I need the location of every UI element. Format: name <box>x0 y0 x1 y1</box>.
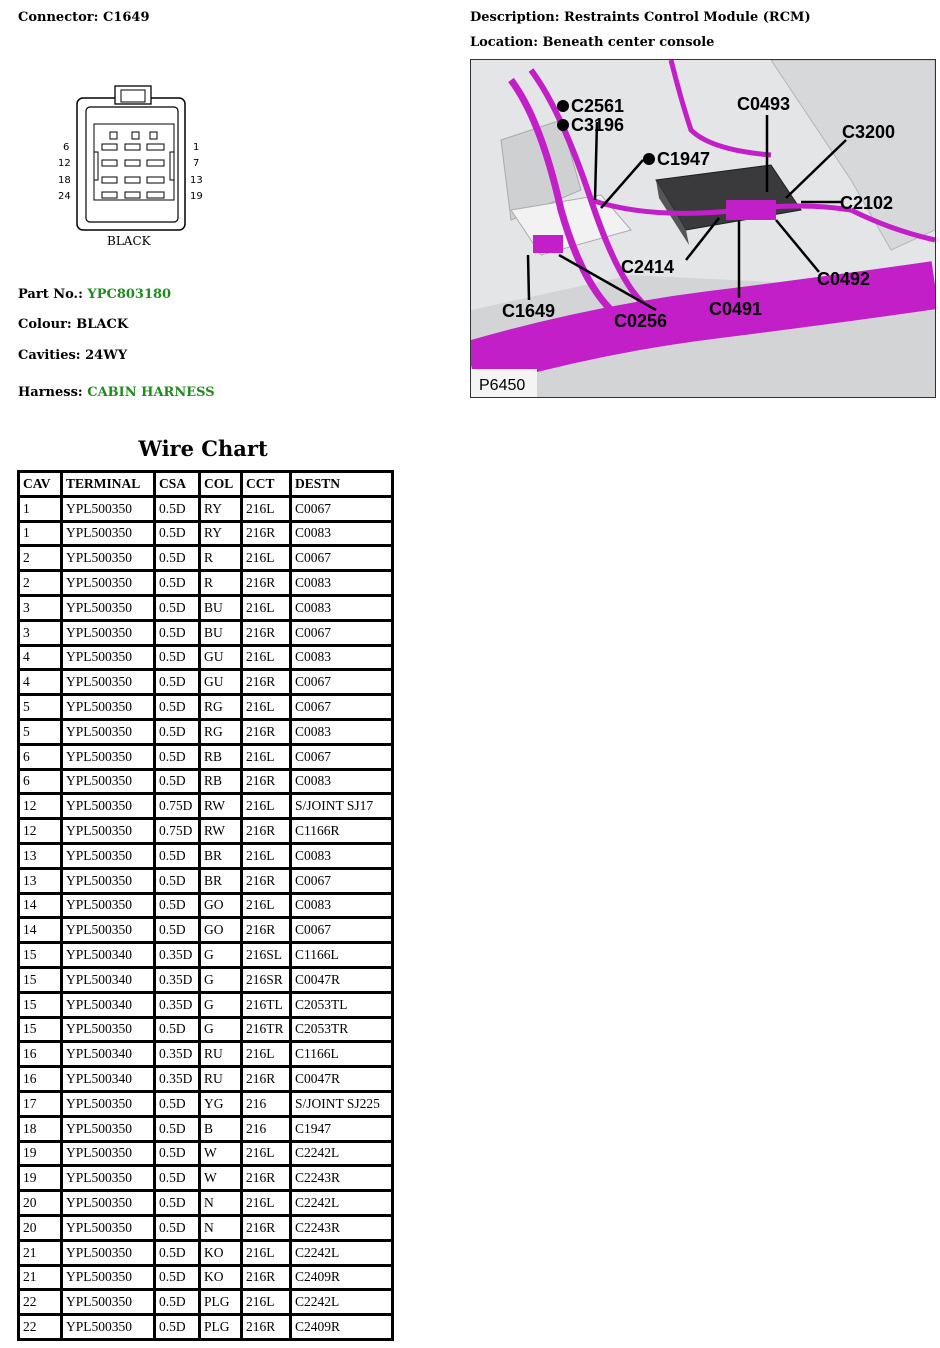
cell-cav: 19 <box>20 1143 60 1165</box>
part-number <box>18 287 171 302</box>
callout-c2102: C2102 <box>840 193 894 213</box>
cell-cct: 216SR <box>243 969 289 991</box>
cell-destn: C0067 <box>292 696 391 718</box>
header-cav: CAV <box>20 473 60 495</box>
cell-destn: C0083 <box>292 721 391 743</box>
cell-terminal: YPL500350 <box>63 696 153 718</box>
table-row <box>20 572 391 594</box>
harness-label: Harness: <box>18 385 83 400</box>
cell-terminal: YPL500350 <box>63 919 153 941</box>
cell-col: BU <box>201 622 240 644</box>
pin-6-label: 6 <box>63 142 70 153</box>
cell-cct: 216R <box>243 1316 289 1338</box>
cell-cct: 216R <box>243 671 289 693</box>
cell-csa: 0.5D <box>156 523 198 545</box>
cell-csa: 0.35D <box>156 1068 198 1090</box>
cell-csa: 0.5D <box>156 1291 198 1313</box>
cell-terminal: YPL500350 <box>63 1242 153 1264</box>
callout-c3200: C3200 <box>842 122 896 142</box>
cell-cav: 22 <box>20 1291 60 1313</box>
pin-18-label: 18 <box>58 175 71 186</box>
cell-csa: 0.5D <box>156 1192 198 1214</box>
table-row <box>20 771 391 793</box>
cell-col: RY <box>201 498 240 520</box>
table-row <box>20 1143 391 1165</box>
cell-cct: 216L <box>243 895 289 917</box>
cell-terminal: YPL500350 <box>63 671 153 693</box>
callout-c3196: C3196 <box>571 115 625 135</box>
cell-destn: C2243R <box>292 1167 391 1189</box>
cell-cct: 216 <box>243 1118 289 1140</box>
table-row <box>20 1316 391 1338</box>
table-row <box>20 1192 391 1214</box>
cell-csa: 0.5D <box>156 746 198 768</box>
cell-terminal: YPL500340 <box>63 969 153 991</box>
table-row <box>20 944 391 966</box>
table-row <box>20 1019 391 1041</box>
cell-csa: 0.5D <box>156 622 198 644</box>
colour-label: Colour: <box>18 317 72 332</box>
cell-csa: 0.5D <box>156 572 198 594</box>
cell-col: GU <box>201 647 240 669</box>
cell-destn: C2242L <box>292 1143 391 1165</box>
pin-12-label: 12 <box>58 158 71 169</box>
description-label: Description: Restraints Control Module (RCM) <box>470 10 811 25</box>
connector-colour-caption: BLACK <box>107 234 151 248</box>
cell-col: RB <box>201 771 240 793</box>
cell-csa: 0.5D <box>156 1267 198 1289</box>
cell-cct: 216L <box>243 746 289 768</box>
cell-col: G <box>201 944 240 966</box>
cavities-value: 24WY <box>85 348 128 363</box>
table-row <box>20 1043 391 1065</box>
table-row <box>20 622 391 644</box>
cell-col: RW <box>201 820 240 842</box>
harness-value: CABIN HARNESS <box>87 385 215 400</box>
cell-cct: 216L <box>243 1043 289 1065</box>
cell-col: RW <box>201 795 240 817</box>
cell-cav: 20 <box>20 1217 60 1239</box>
table-row <box>20 820 391 842</box>
cell-terminal: YPL500350 <box>63 622 153 644</box>
cell-terminal: YPL500350 <box>63 547 153 569</box>
cell-terminal: YPL500350 <box>63 795 153 817</box>
callout-c1649: C1649 <box>502 301 556 321</box>
cell-terminal: YPL500350 <box>63 895 153 917</box>
table-row <box>20 795 391 817</box>
cell-destn: C2409R <box>292 1267 391 1289</box>
cell-csa: 0.5D <box>156 1167 198 1189</box>
cell-cav: 4 <box>20 671 60 693</box>
table-row <box>20 1093 391 1115</box>
cell-destn: C0067 <box>292 919 391 941</box>
cell-destn: C0047R <box>292 969 391 991</box>
cell-destn: C2053TR <box>292 1019 391 1041</box>
cell-cav: 1 <box>20 523 60 545</box>
cell-cct: 216TR <box>243 1019 289 1041</box>
table-row <box>20 696 391 718</box>
pin-13-label: 13 <box>190 175 203 186</box>
cell-terminal: YPL500350 <box>63 820 153 842</box>
table-row <box>20 994 391 1016</box>
cell-csa: 0.5D <box>156 1118 198 1140</box>
cell-col: RY <box>201 523 240 545</box>
cell-cav: 12 <box>20 820 60 842</box>
cell-csa: 0.5D <box>156 696 198 718</box>
connector-face-drawing <box>50 80 210 255</box>
cell-cav: 15 <box>20 969 60 991</box>
colour-value: BLACK <box>76 317 129 332</box>
cell-col: PLG <box>201 1291 240 1313</box>
wire-chart-table <box>17 470 394 1341</box>
cell-terminal: YPL500350 <box>63 647 153 669</box>
cell-col: R <box>201 547 240 569</box>
cell-cct: 216R <box>243 1267 289 1289</box>
cell-csa: 0.35D <box>156 1043 198 1065</box>
cell-cct: 216L <box>243 845 289 867</box>
cell-cct: 216R <box>243 523 289 545</box>
cell-cct: 216L <box>243 647 289 669</box>
cell-cav: 2 <box>20 547 60 569</box>
cell-cav: 15 <box>20 994 60 1016</box>
cell-col: GU <box>201 671 240 693</box>
cell-col: GO <box>201 895 240 917</box>
cell-destn: C0083 <box>292 771 391 793</box>
cell-cct: 216L <box>243 498 289 520</box>
table-row <box>20 498 391 520</box>
part-number-label: Part No.: <box>18 287 83 302</box>
cell-cav: 19 <box>20 1167 60 1189</box>
cell-terminal: YPL500350 <box>63 498 153 520</box>
cell-col: W <box>201 1143 240 1165</box>
table-row <box>20 1217 391 1239</box>
cell-terminal: YPL500340 <box>63 1043 153 1065</box>
part-number-value: YPC803180 <box>87 287 172 302</box>
cell-csa: 0.5D <box>156 647 198 669</box>
location-photo <box>470 59 936 398</box>
cell-destn: C1947 <box>292 1118 391 1140</box>
table-row <box>20 523 391 545</box>
cell-terminal: YPL500350 <box>63 1019 153 1041</box>
cell-destn: S/JOINT SJ17 <box>292 795 391 817</box>
callout-c2414: C2414 <box>621 257 675 277</box>
cell-csa: 0.35D <box>156 969 198 991</box>
cell-terminal: YPL500350 <box>63 771 153 793</box>
header-destn: DESTN <box>292 473 391 495</box>
header-terminal: TERMINAL <box>63 473 153 495</box>
cell-destn: C2242L <box>292 1242 391 1264</box>
cell-destn: C2053TL <box>292 994 391 1016</box>
cell-terminal: YPL500350 <box>63 1316 153 1338</box>
cell-destn: C0083 <box>292 572 391 594</box>
cell-destn: C1166R <box>292 820 391 842</box>
cell-destn: C0083 <box>292 647 391 669</box>
cell-csa: 0.5D <box>156 1019 198 1041</box>
cell-col: YG <box>201 1093 240 1115</box>
cell-cav: 15 <box>20 1019 60 1041</box>
cell-destn: C0067 <box>292 547 391 569</box>
cell-csa: 0.5D <box>156 1093 198 1115</box>
table-row <box>20 845 391 867</box>
callout-c0491: C0491 <box>709 299 763 319</box>
photo-code: P6450 <box>479 377 526 394</box>
cell-col: RG <box>201 721 240 743</box>
cell-terminal: YPL500350 <box>63 1143 153 1165</box>
header-cct: CCT <box>243 473 289 495</box>
cell-col: N <box>201 1192 240 1214</box>
cell-cav: 3 <box>20 597 60 619</box>
connector-label: Connector: C1649 <box>18 10 150 25</box>
cell-terminal: YPL500340 <box>63 994 153 1016</box>
colour <box>18 317 128 332</box>
pin-1-label: 1 <box>193 142 200 153</box>
cell-cct: 216R <box>243 1217 289 1239</box>
cell-csa: 0.5D <box>156 671 198 693</box>
cell-cct: 216R <box>243 919 289 941</box>
cell-csa: 0.5D <box>156 547 198 569</box>
cell-col: W <box>201 1167 240 1189</box>
cavities-label: Cavities: <box>18 348 81 363</box>
cell-cct: 216L <box>243 547 289 569</box>
cell-cav: 21 <box>20 1242 60 1264</box>
cell-destn: C2242L <box>292 1291 391 1313</box>
table-header-row <box>20 473 391 495</box>
table-row <box>20 870 391 892</box>
cell-cav: 12 <box>20 795 60 817</box>
harness <box>18 385 215 400</box>
cell-cav: 6 <box>20 746 60 768</box>
table-row <box>20 1068 391 1090</box>
cell-destn: C1166L <box>292 1043 391 1065</box>
cell-csa: 0.5D <box>156 1242 198 1264</box>
cell-cav: 14 <box>20 919 60 941</box>
cell-csa: 0.5D <box>156 771 198 793</box>
cell-col: RB <box>201 746 240 768</box>
wire-chart-body <box>20 498 391 1338</box>
cell-terminal: YPL500350 <box>63 721 153 743</box>
cell-cav: 6 <box>20 771 60 793</box>
cell-terminal: YPL500350 <box>63 1118 153 1140</box>
table-row <box>20 1267 391 1289</box>
cell-destn: C2242L <box>292 1192 391 1214</box>
table-row <box>20 1291 391 1313</box>
callout-c0492: C0492 <box>817 269 871 289</box>
cell-cct: 216R <box>243 572 289 594</box>
cell-cav: 5 <box>20 696 60 718</box>
connector-face-diagram <box>50 80 210 255</box>
cell-cav: 13 <box>20 845 60 867</box>
callout-c1947: C1947 <box>657 149 711 169</box>
cell-terminal: YPL500350 <box>63 1217 153 1239</box>
table-row <box>20 721 391 743</box>
cell-terminal: YPL500350 <box>63 523 153 545</box>
table-row <box>20 1118 391 1140</box>
cell-terminal: YPL500350 <box>63 1291 153 1313</box>
cell-terminal: YPL500350 <box>63 845 153 867</box>
cell-cct: 216L <box>243 1192 289 1214</box>
header-col: COL <box>201 473 240 495</box>
cell-csa: 0.75D <box>156 795 198 817</box>
table-row <box>20 895 391 917</box>
cell-cct: 216L <box>243 795 289 817</box>
cell-cav: 2 <box>20 572 60 594</box>
table-row <box>20 597 391 619</box>
location-label: Location: Beneath center console <box>470 35 715 50</box>
cell-csa: 0.5D <box>156 919 198 941</box>
cell-terminal: YPL500350 <box>63 1093 153 1115</box>
cell-cav: 16 <box>20 1043 60 1065</box>
cell-col: BU <box>201 597 240 619</box>
table-row <box>20 969 391 991</box>
cell-terminal: YPL500340 <box>63 944 153 966</box>
callout-c0256: C0256 <box>614 311 668 331</box>
cell-destn: C0067 <box>292 622 391 644</box>
cell-cct: 216R <box>243 820 289 842</box>
cell-csa: 0.5D <box>156 721 198 743</box>
cell-cct: 216R <box>243 622 289 644</box>
cell-destn: S/JOINT SJ225 <box>292 1093 391 1115</box>
pin-7-label: 7 <box>193 158 200 169</box>
cell-cav: 22 <box>20 1316 60 1338</box>
cell-col: KO <box>201 1242 240 1264</box>
cell-cav: 13 <box>20 870 60 892</box>
wire-chart-title: Wire Chart <box>138 436 268 461</box>
cell-destn: C1166L <box>292 944 391 966</box>
cell-terminal: YPL500350 <box>63 572 153 594</box>
cell-cav: 21 <box>20 1267 60 1289</box>
cell-cct: 216R <box>243 721 289 743</box>
cell-csa: 0.5D <box>156 1143 198 1165</box>
cell-destn: C0067 <box>292 671 391 693</box>
cell-cav: 1 <box>20 498 60 520</box>
cell-cct: 216 <box>243 1093 289 1115</box>
pin-19-label: 19 <box>190 191 203 202</box>
cell-csa: 0.75D <box>156 820 198 842</box>
table-row <box>20 919 391 941</box>
cell-cct: 216L <box>243 1143 289 1165</box>
table-row <box>20 746 391 768</box>
cell-destn: C0067 <box>292 498 391 520</box>
table-row <box>20 1242 391 1264</box>
cell-col: RU <box>201 1068 240 1090</box>
cell-cct: 216R <box>243 1167 289 1189</box>
cell-csa: 0.35D <box>156 944 198 966</box>
cell-cav: 20 <box>20 1192 60 1214</box>
cell-csa: 0.5D <box>156 895 198 917</box>
cell-csa: 0.5D <box>156 870 198 892</box>
cell-col: G <box>201 994 240 1016</box>
cell-cct: 216L <box>243 696 289 718</box>
cell-col: BR <box>201 870 240 892</box>
cell-csa: 0.5D <box>156 597 198 619</box>
table-row <box>20 547 391 569</box>
cell-cct: 216TL <box>243 994 289 1016</box>
cell-cct: 216L <box>243 597 289 619</box>
cell-cav: 4 <box>20 647 60 669</box>
header-csa: CSA <box>156 473 198 495</box>
cell-cav: 16 <box>20 1068 60 1090</box>
cell-cav: 5 <box>20 721 60 743</box>
cell-cct: 216L <box>243 1291 289 1313</box>
cell-csa: 0.35D <box>156 994 198 1016</box>
cell-cav: 17 <box>20 1093 60 1115</box>
cell-destn: C0067 <box>292 870 391 892</box>
cell-col: N <box>201 1217 240 1239</box>
callout-c2561: C2561 <box>571 96 625 116</box>
cell-csa: 0.5D <box>156 498 198 520</box>
cell-destn: C0083 <box>292 895 391 917</box>
cell-csa: 0.5D <box>156 845 198 867</box>
cell-col: BR <box>201 845 240 867</box>
cell-cav: 14 <box>20 895 60 917</box>
table-row <box>20 671 391 693</box>
cell-terminal: YPL500350 <box>63 597 153 619</box>
cell-terminal: YPL500350 <box>63 746 153 768</box>
cell-cav: 3 <box>20 622 60 644</box>
cell-terminal: YPL500350 <box>63 1267 153 1289</box>
cell-cct: 216R <box>243 1068 289 1090</box>
cell-cct: 216R <box>243 870 289 892</box>
cell-destn: C2409R <box>292 1316 391 1338</box>
cell-cct: 216R <box>243 771 289 793</box>
cell-destn: C0047R <box>292 1068 391 1090</box>
cell-csa: 0.5D <box>156 1217 198 1239</box>
cell-col: G <box>201 1019 240 1041</box>
cell-col: RU <box>201 1043 240 1065</box>
cell-cav: 15 <box>20 944 60 966</box>
pin-24-label: 24 <box>58 191 71 202</box>
cell-col: PLG <box>201 1316 240 1338</box>
cell-destn: C0083 <box>292 845 391 867</box>
table-row <box>20 647 391 669</box>
cell-destn: C0083 <box>292 597 391 619</box>
cell-terminal: YPL500350 <box>63 1167 153 1189</box>
cell-col: G <box>201 969 240 991</box>
cell-col: R <box>201 572 240 594</box>
cell-col: B <box>201 1118 240 1140</box>
cell-terminal: YPL500340 <box>63 1068 153 1090</box>
cell-cav: 18 <box>20 1118 60 1140</box>
callout-c0493: C0493 <box>737 94 791 114</box>
cell-terminal: YPL500350 <box>63 870 153 892</box>
cell-cct: 216SL <box>243 944 289 966</box>
cell-col: GO <box>201 919 240 941</box>
cell-col: KO <box>201 1267 240 1289</box>
cell-cct: 216L <box>243 1242 289 1264</box>
cell-col: RG <box>201 696 240 718</box>
cell-destn: C2243R <box>292 1217 391 1239</box>
cell-terminal: YPL500350 <box>63 1192 153 1214</box>
cell-destn: C0083 <box>292 523 391 545</box>
cell-csa: 0.5D <box>156 1316 198 1338</box>
table-row <box>20 1167 391 1189</box>
cavities <box>18 348 127 363</box>
cell-destn: C0067 <box>292 746 391 768</box>
